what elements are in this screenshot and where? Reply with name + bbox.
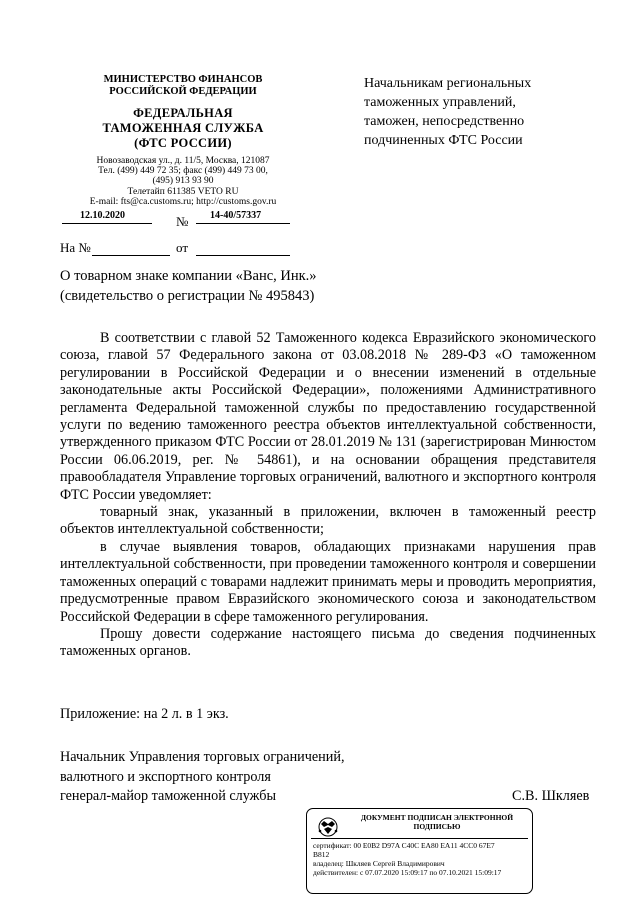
recipient-line: таможенных управлений, (364, 95, 516, 110)
stamp-detail-line: сертификат: 00 E0B2 D97A C40C EA80 EA11 4CC0 67E7 (313, 841, 495, 850)
electronic-signature-stamp (306, 808, 533, 894)
stamp-detail-line: B812 (313, 850, 330, 859)
stamp-detail-line: владелец: Шкляев Сергей Владимирович (313, 859, 445, 868)
number-underline (196, 223, 290, 224)
signer-position (60, 748, 345, 807)
body-paragraph: в случае выявления товаров, обладающих признаками нарушения прав интеллектуальной собственности, при проведении таможенного контроля и совершении таможенных операций с товарами надлежит принимать меры и проводить мероприятия, предусмотренные правом Евразийского экономического союза и законодательством Российской Федерации в сфере таможенного регулирования. (60, 538, 596, 625)
recipient-line: таможен, непосредственно (364, 114, 525, 129)
address-line: Тел. (499) 449 72 35; факс (499) 449 73 00, (98, 166, 268, 177)
letter-number: 14-40/57337 (210, 210, 262, 221)
recipient-block (364, 74, 614, 150)
ref-number-underline (92, 255, 170, 256)
subject-line: (свидетельство о регистрации № 495843) (60, 288, 315, 304)
subject-line: О товарном знаке компании «Ванс, Инк.» (60, 268, 317, 284)
ref-from-label: от (176, 240, 189, 255)
signer-line: Начальник Управления торговых ограничений, (60, 749, 345, 765)
stamp-title (347, 814, 527, 831)
ministry-line: РОССИЙСКОЙ ФЕДЕРАЦИИ (109, 86, 257, 97)
address-line: Новозаводская ул., д. 11/5, Москва, 121087 (96, 156, 270, 166)
date-underline (62, 223, 152, 224)
attachment-note: Приложение: на 2 л. в 1 экз. (60, 706, 229, 722)
body-paragraph: товарный знак, указанный в приложении, включен в таможенный реестр объектов интеллектуальной собственности; (60, 504, 596, 538)
address-line: E-mail: fts@ca.customs.ru; http://customs.gov.ru (89, 196, 277, 207)
stamp-divider (311, 838, 528, 839)
stamp-details (313, 841, 528, 877)
letter-subject (60, 266, 360, 306)
stamp-title-line: ДОКУМЕНТ ПОДПИСАН ЭЛЕКТРОННОЙ (360, 813, 514, 822)
stamp-title-line: ПОДПИСЬЮ (413, 821, 461, 831)
service-name (58, 106, 308, 151)
ministry-name (58, 74, 308, 98)
address-line: Телетайп 611385 VETO RU (127, 186, 239, 197)
stamp-detail-line: действителен: с 07.07.2020 15:09:17 по 07.10.2021 15:09:17 (313, 868, 502, 877)
ref-date-underline (196, 255, 290, 256)
service-line: ТАМОЖЕННАЯ СЛУЖБА (102, 121, 264, 135)
service-line: (ФТС РОССИИ) (134, 136, 232, 150)
recipient-line: Начальникам региональных (364, 76, 532, 91)
body-paragraph: Прошу довести содержание настоящего письма до сведения подчиненных таможенных органов. (60, 625, 596, 660)
letter-date: 12.10.2020 (80, 210, 125, 221)
letter-body (60, 330, 596, 661)
body-paragraph: В соответствии с главой 52 Таможенного кодекса Евразийского экономического союза, главой 57 Федерального закона от 03.08.2018 № 289-ФЗ «О таможенном регулировании в Российской Федерации и о внесении изменений в отдельные законодательные акты Российской Федерации», положениями Административного регламента Федеральной таможенной службы по предоставлению государственной услуги по ведению таможенного реестра объектов интеллектуальной собственности, утвержденного приказом ФТС России от 28.01.2019 № 131 (зарегистрирован Минюстом России 06.06.2019, рег. № 54861), и на основании обращения представителя правообладателя Управление торговых ограничений, валютного и экспортного контроля ФТС России уведомляет: (60, 330, 596, 503)
recipient-line: подчиненных ФТС России (364, 133, 523, 148)
service-line: ФЕДЕРАЛЬНАЯ (133, 106, 233, 120)
number-label: № (176, 214, 189, 229)
ministry-line: МИНИСТЕРСТВО ФИНАНСОВ (103, 74, 263, 85)
signer-name: С.В. Шкляев (512, 788, 590, 804)
ref-label: На № (60, 240, 91, 255)
sender-address (58, 156, 308, 207)
signer-line: генерал-майор таможенной службы (60, 788, 277, 804)
signer-line: валютного и экспортного контроля (60, 768, 271, 785)
address-line: (495) 913 93 90 (152, 176, 214, 187)
emblem-icon (315, 815, 341, 839)
